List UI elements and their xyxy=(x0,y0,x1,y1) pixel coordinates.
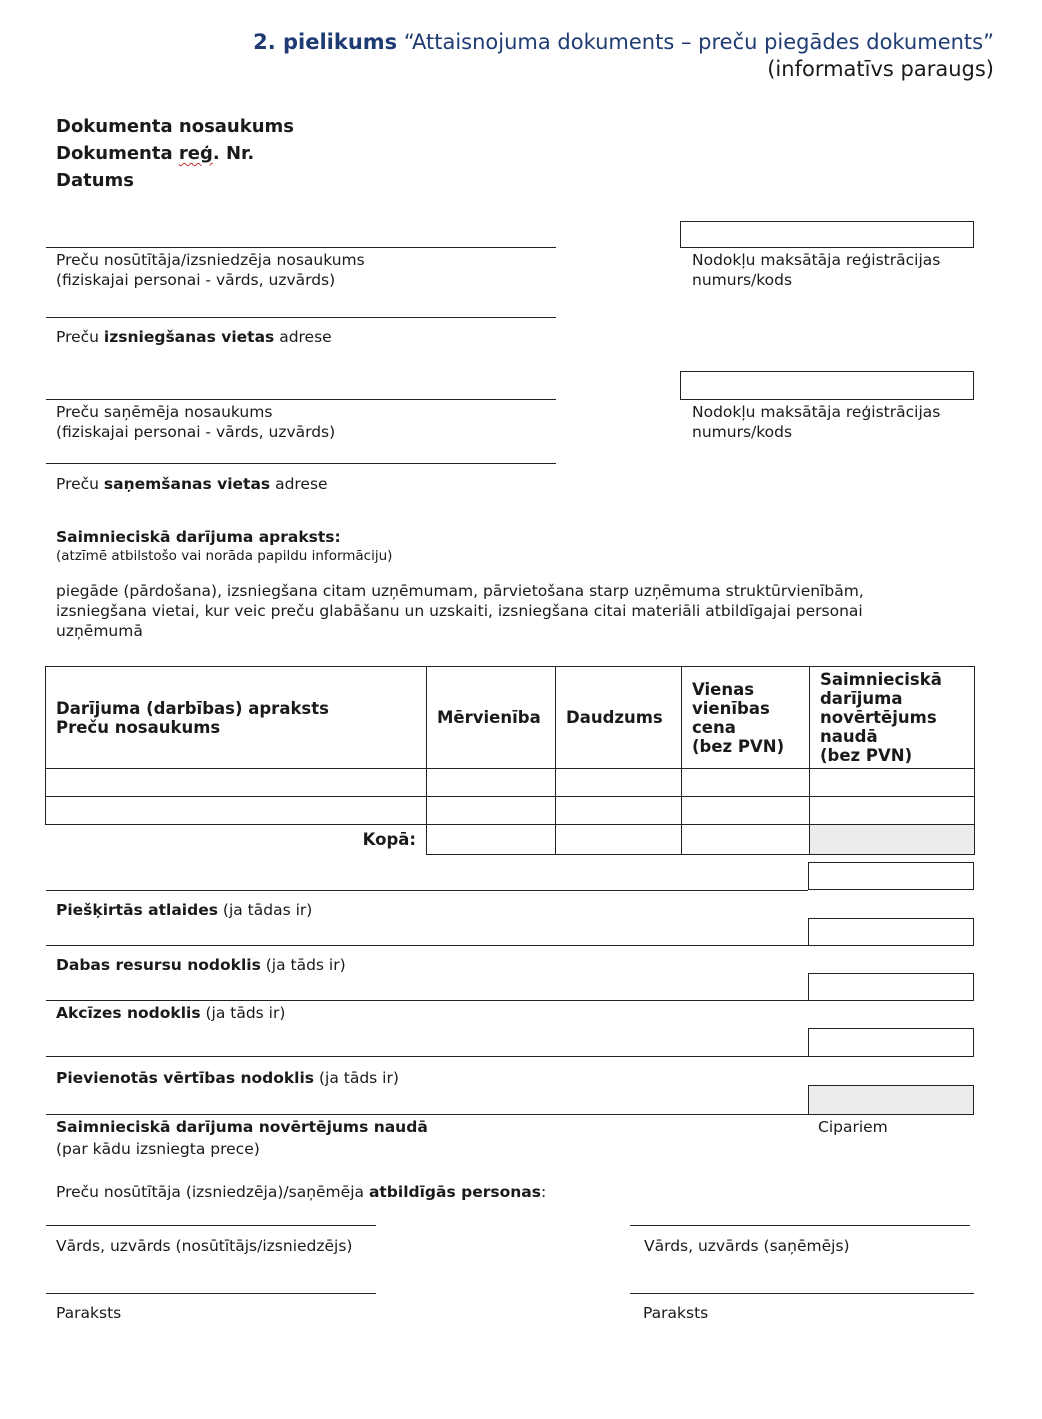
transaction-title: Saimnieciskā darījuma apraksts: xyxy=(56,528,341,546)
sender-signature-label: Paraksts xyxy=(56,1304,122,1322)
doc-date-label: Datums xyxy=(56,170,134,191)
transaction-options-line1[interactable]: piegāde (pārdošana), izsniegšana citam uzņēmumam, pārvietošana starp uzņēmuma struktūrvienībām, xyxy=(56,582,864,600)
sender-signature-line[interactable] xyxy=(46,1293,376,1294)
resource-tax-value-field[interactable] xyxy=(808,918,974,946)
annex-title: “Attaisnojuma dokuments – preču piegādes dokuments” xyxy=(403,30,994,54)
resource-tax-label-bold: Dabas resursu nodoklis xyxy=(56,956,261,974)
transaction-options-line2[interactable]: izsniegšana vietai, kur veic preču glabāšanu un uzskaiti, izsniegšana citai materiāli atbildīgajai personai xyxy=(56,602,863,620)
excise-tax-line xyxy=(46,1000,808,1001)
sender-person-name-label: Vārds, uzvārds (nosūtītājs/izsniedzējs) xyxy=(56,1237,353,1255)
vat-label xyxy=(56,1068,399,1088)
total-unit-cell[interactable] xyxy=(427,825,556,855)
col-valuation-l1: Saimnieciskā xyxy=(820,670,942,689)
sender-tax-label-1: Nodokļu maksātāja reģistrācijas xyxy=(692,251,941,269)
vat-label-bold: Pievienotās vērtības nodoklis xyxy=(56,1069,315,1087)
responsible-bold: atbildīgās personas xyxy=(368,1183,541,1201)
sender-name-line[interactable] xyxy=(46,247,556,248)
responsible-prefix: Preču nosūtītāja (izsniedzēja)/saņēmēja xyxy=(56,1183,369,1201)
excise-tax-value-field[interactable] xyxy=(808,973,974,1001)
responsible-suffix: : xyxy=(540,1183,547,1201)
col-unit-price-l3: cena xyxy=(692,717,736,737)
doc-reg-word: reģ xyxy=(178,143,213,164)
doc-reg-suffix: . Nr. xyxy=(212,143,255,164)
col-valuation-l5: (bez PVN) xyxy=(820,746,913,765)
sender-tax-id-field[interactable] xyxy=(680,221,974,248)
table-total-row xyxy=(46,825,975,855)
responsible-persons-label xyxy=(56,1182,546,1202)
table-cell[interactable] xyxy=(682,769,810,797)
resource-tax-line xyxy=(46,945,808,946)
table-cell[interactable] xyxy=(427,797,556,825)
resource-tax-label-rest: (ja tāds ir) xyxy=(260,956,346,974)
table-cell[interactable] xyxy=(682,797,810,825)
col-valuation-l3: novērtējums xyxy=(820,708,937,727)
discount-value-field[interactable] xyxy=(808,862,974,890)
receiver-address-prefix: Preču xyxy=(56,475,104,493)
col-unit-header: Mērvienība xyxy=(427,667,556,769)
total-quantity-cell[interactable] xyxy=(556,825,682,855)
total-valuation-cell xyxy=(810,825,975,855)
receiver-address-label xyxy=(56,474,328,494)
annex-number: 2. pielikums xyxy=(253,30,398,54)
receiver-name-label: Preču saņēmēja nosaukums xyxy=(56,403,273,421)
col-valuation-l2: darījuma xyxy=(820,689,903,708)
receiver-name-hint: (fiziskajai personai - vārds, uzvārds) xyxy=(56,423,336,441)
discount-label-rest: (ja tādas ir) xyxy=(217,901,313,919)
transaction-hint: (atzīmē atbilstošo vai norāda papildu informāciju) xyxy=(56,548,393,564)
sender-address-bold: izsniegšanas vietas xyxy=(103,328,275,346)
sender-address-suffix: adrese xyxy=(274,328,332,346)
sender-address-line[interactable] xyxy=(46,317,556,318)
col-description-line1: Darījuma (darbības) apraksts xyxy=(56,698,329,718)
table-cell[interactable] xyxy=(46,797,427,825)
vat-value-field[interactable] xyxy=(808,1028,974,1057)
receiver-tax-label-2: numurs/kods xyxy=(692,423,793,441)
col-valuation-header xyxy=(810,667,975,769)
valuation-total-field xyxy=(808,1085,974,1115)
sender-address-prefix: Preču xyxy=(56,328,104,346)
receiver-tax-label-1: Nodokļu maksātāja reģistrācijas xyxy=(692,403,941,421)
receiver-signature-line[interactable] xyxy=(630,1293,974,1294)
col-unit-price-l2: vienības xyxy=(692,698,770,718)
receiver-person-name-line[interactable] xyxy=(630,1225,970,1226)
valuation-label: Saimnieciskā darījuma novērtējums naudā xyxy=(56,1118,428,1136)
sender-tax-label-2: numurs/kods xyxy=(692,271,793,289)
table-cell[interactable] xyxy=(810,769,975,797)
excise-tax-label xyxy=(56,1003,285,1023)
col-unit-price-l1: Vienas xyxy=(692,679,755,699)
receiver-address-line[interactable] xyxy=(46,463,556,464)
table-row[interactable] xyxy=(46,797,975,825)
sender-person-name-line[interactable] xyxy=(46,1225,376,1226)
col-unit-price-l4: (bez PVN) xyxy=(692,736,785,756)
receiver-person-name-label: Vārds, uzvārds (saņēmējs) xyxy=(644,1237,850,1255)
total-label: Kopā: xyxy=(362,830,416,850)
col-unit-price-header xyxy=(682,667,810,769)
col-quantity-header: Daudzums xyxy=(556,667,682,769)
table-cell[interactable] xyxy=(556,797,682,825)
discount-label-bold: Piešķirtās atlaides xyxy=(56,901,218,919)
vat-label-rest: (ja tāds ir) xyxy=(314,1069,399,1087)
total-price-cell[interactable] xyxy=(682,825,810,855)
sender-address-label xyxy=(56,327,332,347)
excise-tax-label-rest: (ja tāds ir) xyxy=(200,1004,286,1022)
resource-tax-label xyxy=(56,955,346,975)
doc-name-label: Dokumenta nosaukums xyxy=(56,116,294,137)
transaction-options-line3[interactable]: uzņēmumā xyxy=(56,622,143,640)
receiver-address-suffix: adrese xyxy=(270,475,328,493)
table-cell[interactable] xyxy=(810,797,975,825)
table-cell[interactable] xyxy=(556,769,682,797)
receiver-address-bold: saņemšanas vietas xyxy=(103,475,271,493)
annex-heading xyxy=(253,29,994,56)
annex-note: (informatīvs paraugs) xyxy=(767,57,994,81)
excise-tax-label-bold: Akcīzes nodoklis xyxy=(56,1004,201,1022)
valuation-digits-label: Cipariem xyxy=(818,1118,888,1136)
discount-line xyxy=(46,890,808,891)
sender-name-label: Preču nosūtītāja/izsniedzēja nosaukums xyxy=(56,251,365,269)
doc-reg-label xyxy=(56,140,254,167)
col-description-line2: Preču nosaukums xyxy=(56,717,221,737)
table-row[interactable] xyxy=(46,769,975,797)
receiver-signature-label: Paraksts xyxy=(643,1304,709,1322)
table-cell[interactable] xyxy=(46,769,427,797)
col-description-header xyxy=(46,667,427,769)
goods-table-header xyxy=(46,667,975,769)
receiver-name-line[interactable] xyxy=(46,399,556,400)
table-cell[interactable] xyxy=(427,769,556,797)
valuation-line[interactable] xyxy=(46,1114,808,1115)
goods-table xyxy=(45,666,975,855)
doc-reg-prefix: Dokumenta xyxy=(56,143,179,164)
sender-name-hint: (fiziskajai personai - vārds, uzvārds) xyxy=(56,271,336,289)
valuation-hint: (par kādu izsniegta prece) xyxy=(56,1140,260,1158)
discount-label xyxy=(56,900,312,920)
receiver-tax-id-field[interactable] xyxy=(680,371,974,400)
vat-line xyxy=(46,1056,808,1057)
col-valuation-l4: naudā xyxy=(820,727,878,746)
